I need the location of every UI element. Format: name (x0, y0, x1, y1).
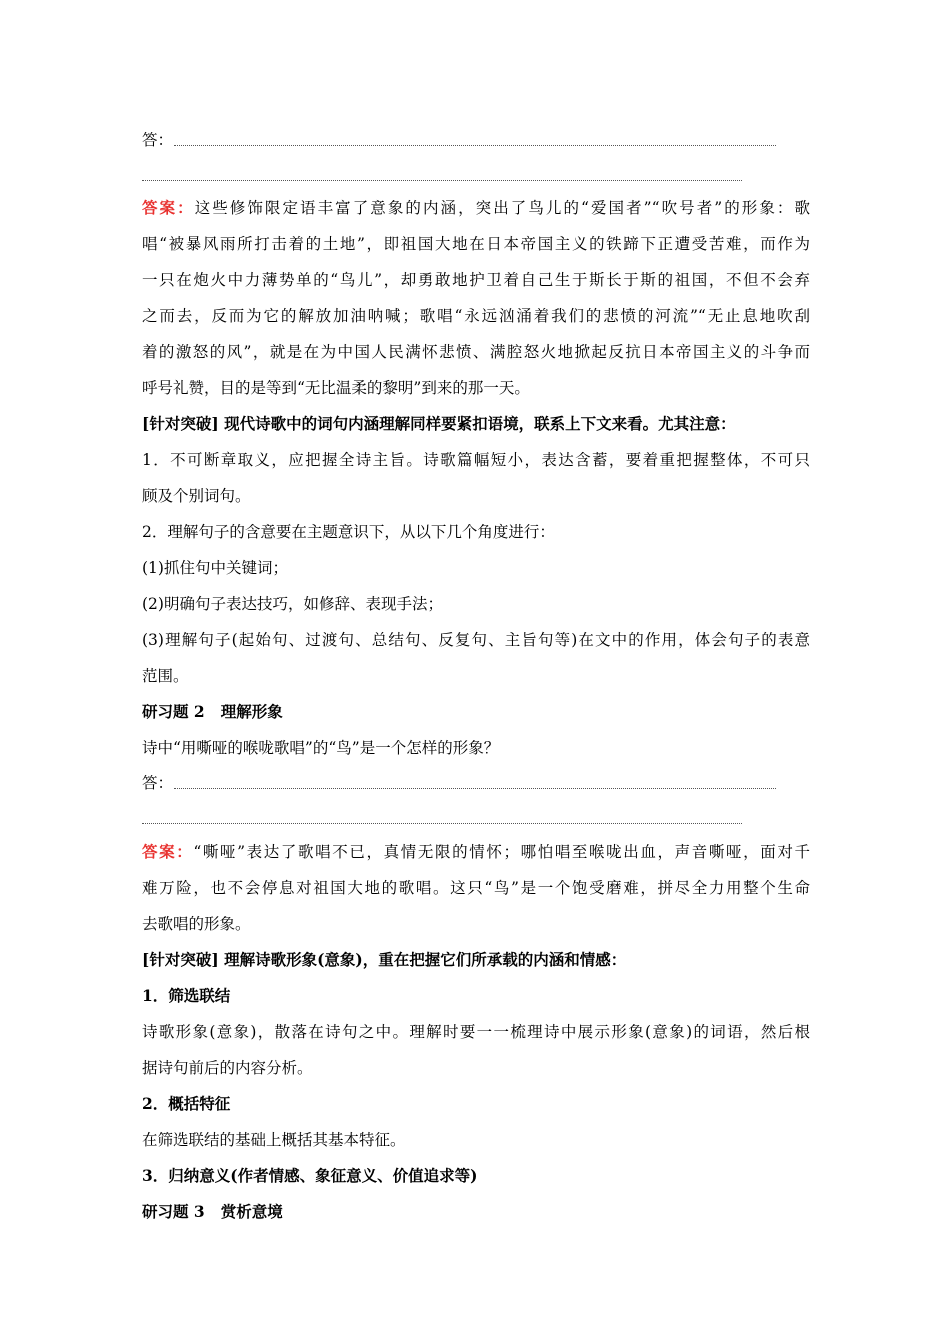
answer-line: 去歌唱的形象。 (142, 915, 251, 933)
point-text: 1．不可断章取义，应把握全诗主旨。诗歌篇幅短小，表达含蓄，要着重把握整体，不可只 (142, 451, 810, 469)
answer-paragraph: 答案：这些修饰限定语丰富了意象的内涵，突出了鸟儿的“爱国者”“吹号者”的形象：歌 (142, 198, 810, 217)
section-title: 研习题 3 赏析意境 (142, 1202, 283, 1221)
section-title: 研习题 2 理解形象 (142, 702, 283, 721)
answer-line: 唱“被暴风雨所打击着的土地”，即祖国大地在日本帝国主义的铁蹄下正遭受苦难，而作为 (142, 235, 810, 253)
answer-paragraph: 答案：“嘶哑”表达了歌唱不已，真情无限的情怀；哪怕唱至喉咙出血，声音嘶哑，面对千 (142, 842, 810, 861)
answer-line: 一只在炮火中力薄势单的“鸟儿”，却勇敢地护卫着自己生于斯长于斯的祖国，不但不会弃 (142, 271, 810, 289)
answer-label: 答案： (142, 842, 194, 861)
list-item: (2)明确句子表达技巧，如修辞、表现手法； (142, 595, 443, 613)
list-item: (3)理解句子(起始句、过渡句、总结句、反复句、主旨句等)在文中的作用，体会句子的表意 (142, 631, 810, 649)
point-text: 据诗句前后的内容分析。 (142, 1059, 313, 1077)
answer-prompt: 答： (142, 131, 174, 149)
answer-blank-line (142, 823, 742, 824)
answer-line: 难万险，也不会停息对祖国大地的歌唱。这只“鸟”是一个饱受磨难，拼尽全力用整个生命 (142, 879, 810, 897)
subsection-title: 2．概括特征 (142, 1094, 231, 1113)
answer-prompt: 答： (142, 774, 174, 792)
point-text: 2．理解句子的含意要在主题意识下，从以下几个角度进行： (142, 523, 555, 541)
breakthrough-heading: [针对突破] 现代诗歌中的词句内涵理解同样要紧扣语境，联系上下文来看。尤其注意： (142, 414, 736, 433)
subsection-title: 1．筛选联结 (142, 986, 231, 1005)
answer-line: 之而去，反而为它的解放加油呐喊；歌唱“永远汹涌着我们的悲愤的河流”“无止息地吹刮 (142, 307, 810, 325)
point-text: 诗歌形象(意象)，散落在诗句之中。理解时要一一梳理诗中展示形象(意象)的词语，然后根 (142, 1023, 810, 1041)
subsection-title: 3．归纳意义(作者情感、象征意义、价值追求等) (142, 1166, 478, 1185)
breakthrough-heading: [针对突破] 理解诗歌形象(意象)，重在把握它们所承载的内涵和情感： (142, 950, 627, 969)
answer-line: 呼号礼赞，目的是等到“无比温柔的黎明”到来的那一天。 (142, 379, 530, 397)
answer-blank-line (174, 145, 776, 146)
list-item: (1)抓住句中关键词； (142, 559, 288, 577)
question-text: 诗中“用嘶哑的喉咙歌唱”的“鸟”是一个怎样的形象？ (142, 739, 500, 757)
list-item: 范围。 (142, 667, 189, 685)
answer-blank-line (174, 788, 776, 789)
point-text: 顾及个别词句。 (142, 487, 251, 505)
answer-line: 着的激怒的风”，就是在为中国人民满怀悲愤、满腔怒火地掀起反抗日本帝国主义的斗争而 (142, 343, 810, 361)
answer-blank-line (142, 180, 742, 181)
point-text: 在筛选联结的基础上概括其基本特征。 (142, 1131, 406, 1149)
answer-label: 答案： (142, 198, 195, 217)
